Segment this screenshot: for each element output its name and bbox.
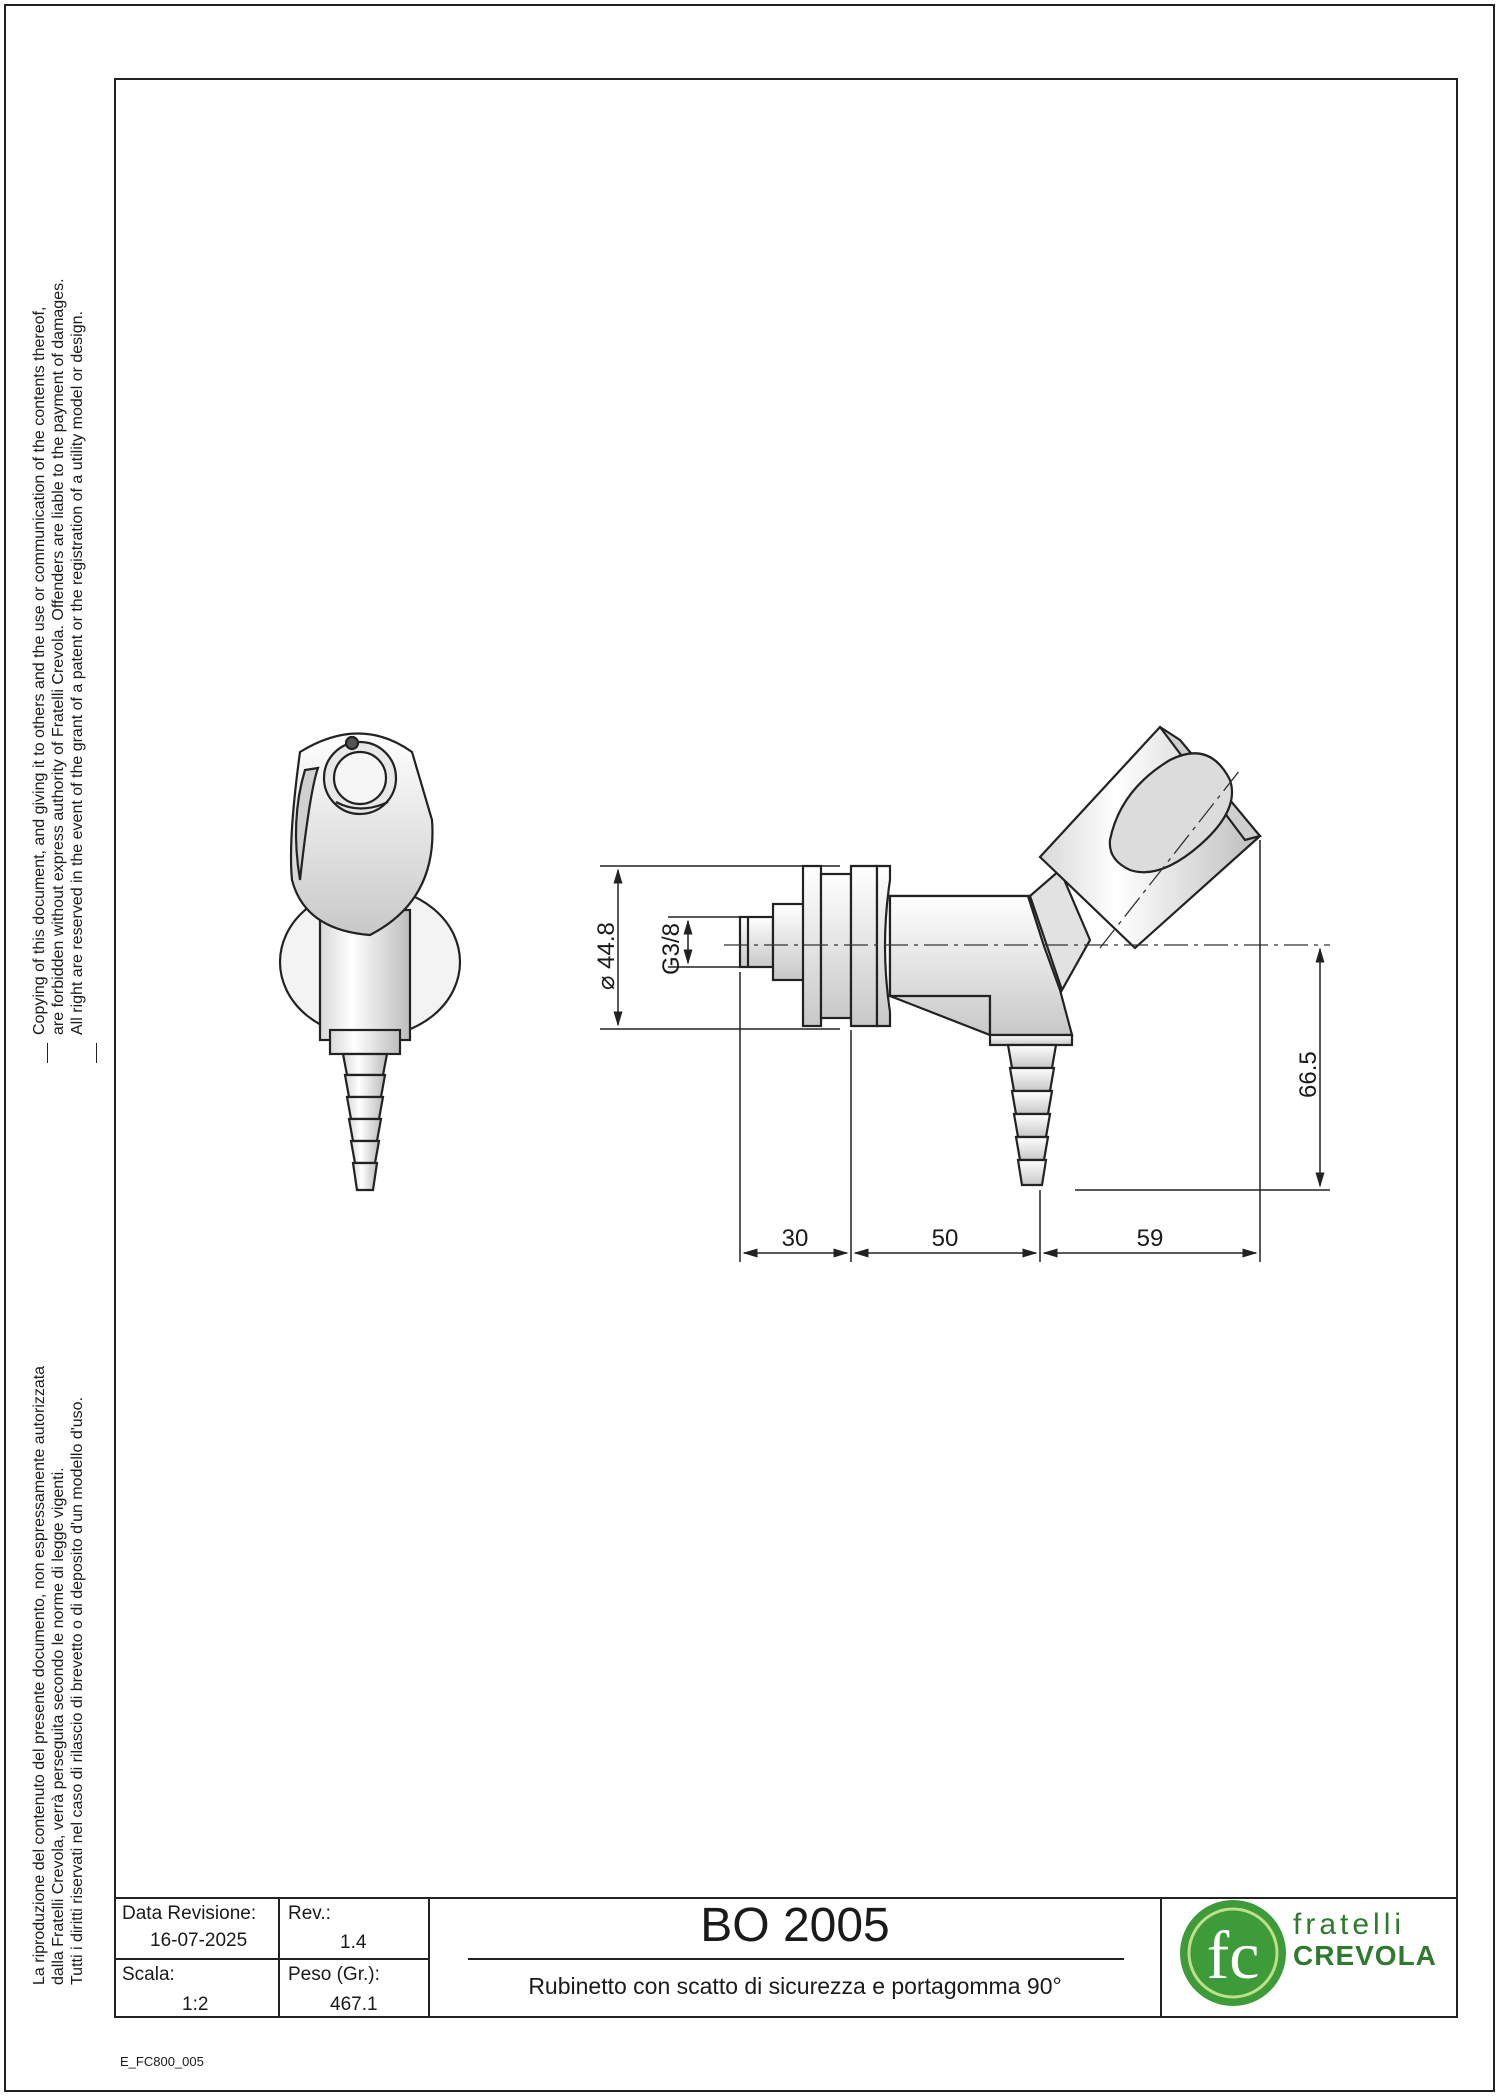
rev-value: 1.4 <box>340 1932 367 1953</box>
length-dimension-3: 59 <box>1136 1225 1164 1252</box>
safety-button-cap <box>334 752 386 804</box>
gasket-plate <box>803 866 821 1026</box>
barb-segment <box>353 1163 377 1190</box>
thread-dimension: G3/8 <box>658 922 685 975</box>
length-dimension-1: 30 <box>781 1225 809 1252</box>
hex-nut <box>773 904 805 980</box>
barb-segment <box>345 1075 385 1097</box>
brand-name-bottom: CREVOLA <box>1293 1940 1437 1971</box>
barb-segment <box>351 1141 379 1163</box>
product-description: Rubinetto con scatto di sicurezza e portagomma 90° <box>528 1973 1062 1999</box>
height-dimension: 66.5 <box>1295 1051 1322 1098</box>
length-dimension-2: 50 <box>931 1225 959 1252</box>
thread-nipple <box>740 917 773 967</box>
notice-line: All right are reserved in the event of the grant of a patent or the registration of a utility model or design. <box>69 311 86 1035</box>
barb-segment <box>1014 1114 1050 1137</box>
flange-diameter-dimension: ⌀ 44.8 <box>593 922 620 990</box>
front-view <box>280 734 460 1191</box>
weight-value: 467.1 <box>330 1994 378 2015</box>
barb-segment <box>1018 1160 1046 1185</box>
notice-line: La riproduzione del contenuto del presente documento, non espressamente autorizzata <box>31 1365 48 1985</box>
flange-taper <box>877 866 890 1026</box>
weight-label: Peso (Gr.): <box>288 1964 380 1985</box>
barb-segment <box>347 1097 383 1119</box>
brand-logo <box>1180 1900 1286 2006</box>
outlet-ring <box>990 1035 1072 1045</box>
barb-segment <box>1016 1137 1048 1160</box>
scale-value: 1:2 <box>182 1994 209 2015</box>
notice-line: Tutti i diritti riservati nel caso di rilascio di brevetto o di deposito d'un modello d'uso. <box>69 1396 86 1985</box>
side-view <box>740 727 1260 1185</box>
brand-name-top: fratelli <box>1293 1908 1406 1941</box>
barb-segment <box>1012 1091 1052 1114</box>
document-code: E_FC800_005 <box>120 2054 204 2069</box>
wall-flange-profile <box>851 866 877 1026</box>
product-code: BO 2005 <box>700 1899 890 1952</box>
mount-plate <box>821 874 851 1018</box>
notice-line: Copying of this document, and giving it to others and the use or communication of the contents thereof, <box>31 306 48 1035</box>
logo-letters: fc <box>1206 1917 1260 1993</box>
scale-label: Scala: <box>122 1964 175 1985</box>
barb-segment <box>343 1054 387 1075</box>
notice-line: are forbidden without express authority of Fratelli Crevola. Offenders are liable to the payment of damages. <box>50 278 67 1035</box>
barb-segment <box>1010 1068 1054 1091</box>
revision-date-value: 16-07-2025 <box>150 1930 248 1951</box>
barb-segment <box>349 1119 381 1141</box>
body-ring <box>330 1030 400 1054</box>
logo-mark <box>346 737 358 749</box>
barb-segment <box>1008 1045 1056 1068</box>
notice-line: dalla Fratelli Crevola, verrà perseguita secondo le norme di legge vigenti. <box>50 1467 67 1985</box>
revision-date-label: Data Revisione: <box>122 1903 257 1924</box>
rev-label: Rev.: <box>288 1903 331 1924</box>
